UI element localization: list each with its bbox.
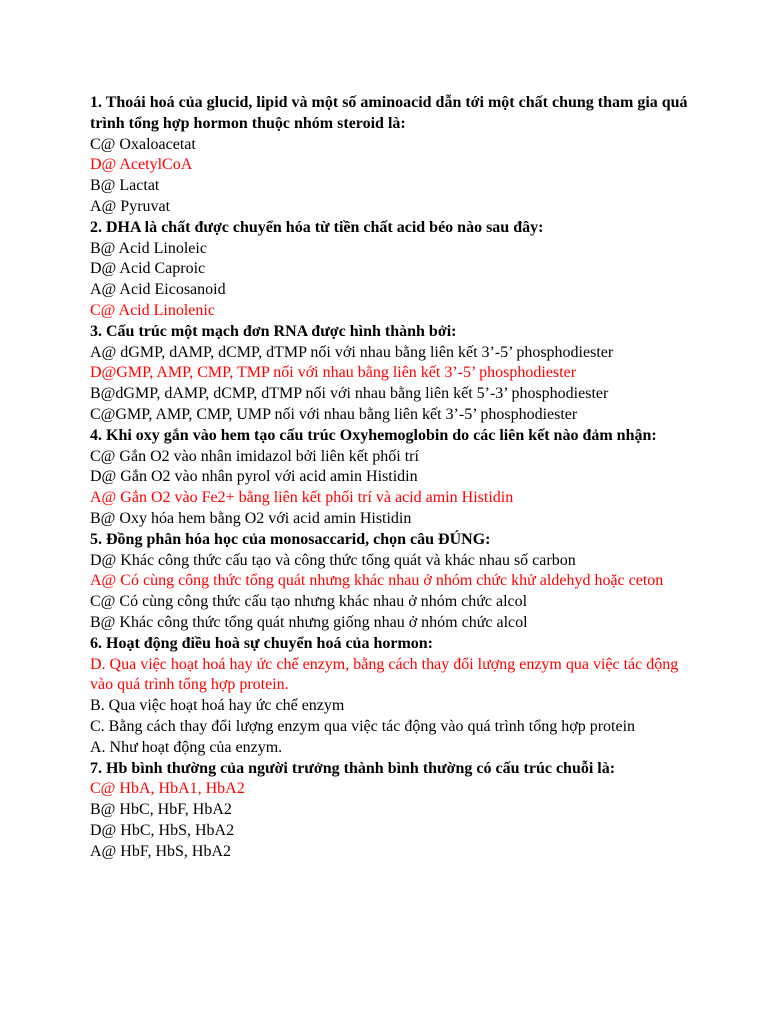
- answer-option-correct: A@ Gắn O2 vào Fe2+ bằng liên kết phối trí và acid amin Histidin: [90, 489, 514, 507]
- answer-option: B@ Khác công thức tổng quát nhưng giống nhau ở nhóm chức alcol: [90, 613, 528, 631]
- answer-option-correct: A@ Có cùng công thức tổng quát nhưng khác nhau ở nhóm chức khử aldehyd hoặc ceton: [90, 572, 664, 590]
- question-block: [90, 218, 690, 322]
- question-block: [90, 530, 690, 634]
- question-title: 3. Cấu trúc một mạch đơn RNA được hình thành bởi:: [90, 322, 457, 340]
- answer-option: C@GMP, AMP, CMP, UMP nối với nhau bằng liên kết 3’-5’ phosphodiester: [90, 405, 578, 423]
- question-block: [90, 426, 690, 530]
- answer-option: D@ Gắn O2 vào nhân pyrol với acid amin Histidin: [90, 468, 418, 486]
- answer-option-correct: C@ Acid Linolenic: [90, 301, 215, 319]
- answer-option: A@ Pyruvat: [90, 197, 171, 215]
- answer-option: B. Qua việc hoạt hoá hay ức chế enzym: [90, 697, 345, 715]
- question-title: 6. Hoạt động điều hoà sự chuyển hoá của hormon:: [90, 634, 433, 652]
- answer-option: B@ Acid Linoleic: [90, 239, 207, 257]
- answer-option: B@ Oxy hóa hem bằng O2 với acid amin Histidin: [90, 509, 412, 527]
- answer-option: B@dGMP, dAMP, dCMP, dTMP nối với nhau bằng liên kết 5’-3’ phosphodiester: [90, 385, 609, 403]
- answer-option: C. Bằng cách thay đổi lượng enzym qua việc tác động vào quá trình tổng hợp protein: [90, 717, 636, 735]
- answer-option-correct: D@GMP, AMP, CMP, TMP nối với nhau bằng liên kết 3’-5’ phosphodiester: [90, 364, 577, 382]
- question-title: 2. DHA là chất được chuyển hóa từ tiền chất acid béo nào sau đây:: [90, 218, 544, 236]
- answer-option: C@ Oxaloacetat: [90, 135, 196, 153]
- question-block: [90, 322, 690, 426]
- answer-option: A@ Acid Eicosanoid: [90, 281, 226, 299]
- answer-option-correct: D. Qua việc hoạt hoá hay ức chế enzym, bằng cách thay đổi lượng enzym qua việc tác động vào quá trình tổng hợp protein.: [90, 655, 679, 694]
- question-title: 5. Đồng phân hóa học của monosaccarid, chọn câu ĐÚNG:: [90, 530, 491, 548]
- question-title: 4. Khi oxy gắn vào hem tạo cấu trúc Oxyhemoglobin do các liên kết nào đảm nhận:: [90, 426, 657, 444]
- answer-option-correct: D@ AcetylCoA: [90, 156, 193, 174]
- question-block: [90, 93, 690, 218]
- question-title: 7. Hb bình thường của người trưởng thành bình thường có cấu trúc chuỗi là:: [90, 759, 616, 777]
- question-block: [90, 759, 690, 863]
- question-block: [90, 634, 690, 759]
- answer-option-correct: C@ HbA, HbA1, HbA2: [90, 780, 245, 798]
- answer-option: A@ HbF, HbS, HbA2: [90, 842, 232, 860]
- answer-option: D@ Acid Caproic: [90, 260, 206, 278]
- document-page: [90, 93, 690, 862]
- answer-option: C@ Gắn O2 vào nhân imidazol bởi liên kết phối trí: [90, 447, 419, 465]
- answer-option: A@ dGMP, dAMP, dCMP, dTMP nối với nhau bằng liên kết 3’-5’ phosphodiester: [90, 343, 614, 361]
- answer-option: D@ HbC, HbS, HbA2: [90, 821, 235, 839]
- answer-option: D@ Khác công thức cấu tạo và công thức tổng quát và khác nhau số carbon: [90, 551, 576, 569]
- answer-option: A. Như hoạt động của enzym.: [90, 738, 283, 756]
- answer-option: B@ Lactat: [90, 177, 160, 195]
- answer-option: C@ Có cùng công thức cấu tạo nhưng khác nhau ở nhóm chức alcol: [90, 593, 528, 611]
- question-title: 1. Thoái hoá của glucid, lipid và một số aminoacid dẫn tới một chất chung tham gia quá trình tổng hợp hormon thuộc nhóm steroid là:: [90, 94, 688, 132]
- answer-option: B@ HbC, HbF, HbA2: [90, 801, 232, 819]
